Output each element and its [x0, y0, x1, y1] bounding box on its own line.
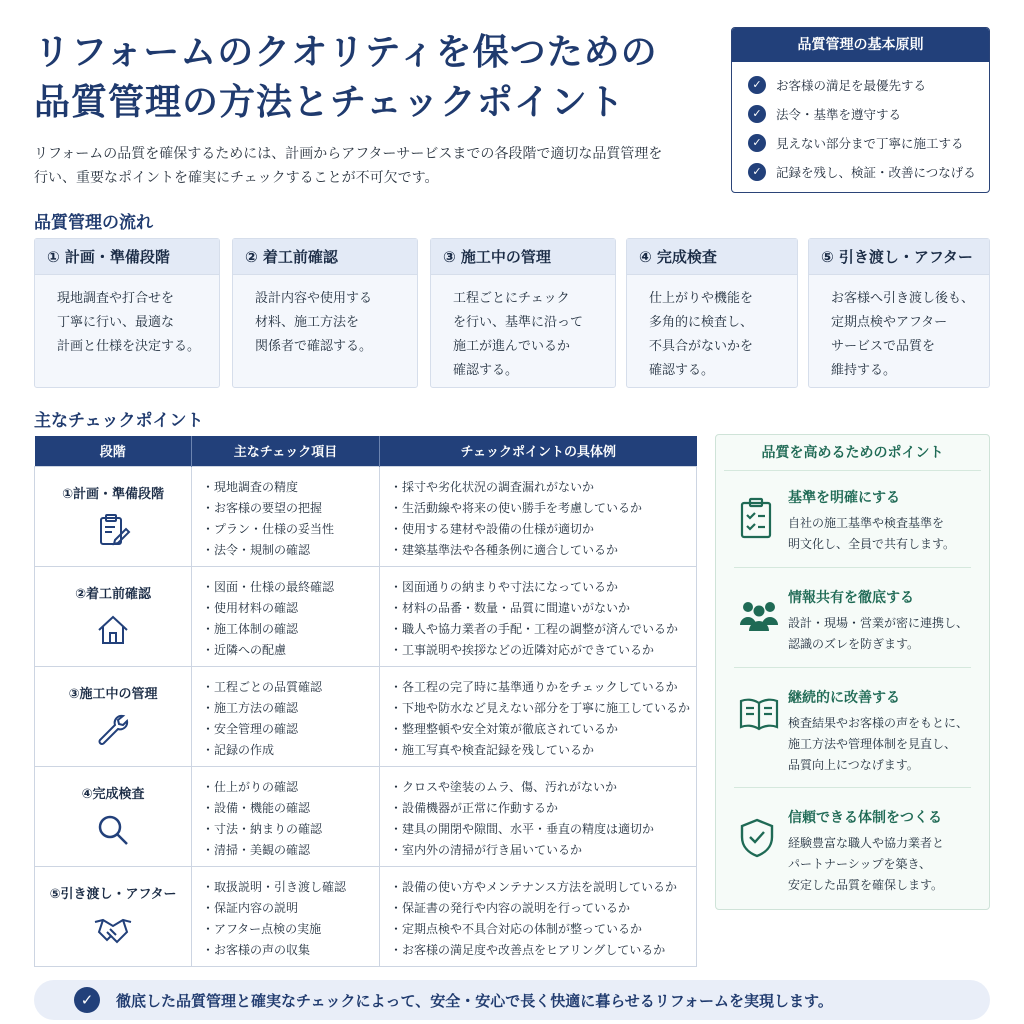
magnifier-icon	[95, 812, 131, 848]
footer-message: 徹底した品質管理と確実なチェックによって、安全・安心で長く快適に暮らせるリフォームを実現します。	[116, 992, 833, 1010]
examples-cell	[380, 866, 697, 966]
stage-label: ②着工前確認	[74, 586, 151, 602]
table-row	[35, 666, 697, 766]
list-item: ・ 材料の品番・数量・品質に間違いがないか	[402, 598, 696, 619]
list-item: ・ 法令・規制の確認	[214, 540, 379, 561]
handshake-icon	[93, 912, 133, 946]
tip-text	[788, 613, 984, 655]
flow-step-body	[431, 275, 615, 383]
list-item: ・ 室内外の清掃が行き届いているか	[402, 840, 696, 861]
lead-text	[34, 142, 714, 190]
footer-banner	[34, 980, 990, 1020]
list-item: ・ 使用する建材や設備の仕様が適切か	[402, 519, 696, 540]
tip-line: 安定した品質を確保します。	[788, 878, 944, 892]
flow-step-title: ① 計画・準備段階	[35, 239, 219, 275]
items-cell	[192, 666, 380, 766]
divider	[734, 787, 971, 788]
list-item: ・ 使用材料の確認	[214, 598, 379, 619]
flow-step-4	[626, 238, 798, 388]
list-item: ・ 施工体制の確認	[214, 619, 379, 640]
list-item: ・ お客様の満足度や改善点をヒアリングしているか	[402, 940, 696, 961]
tip-line: 施工方法や管理体制を見直し、	[788, 737, 957, 751]
flow-step-line: 関係者で確認する。	[255, 339, 373, 354]
list-item: ・ 下地や防水など見えない部分を丁寧に施工しているか	[402, 698, 696, 719]
flow-step-body	[35, 275, 219, 359]
check-circle-icon: ✓	[748, 76, 766, 94]
list-item: ・ 設備の使い方やメンテナンス方法を説明しているか	[402, 877, 696, 898]
list-item: ・ 職人や協力業者の手配・工程の調整が済んでいるか	[402, 619, 696, 640]
flow-step-line: 工程ごとにチェック	[453, 291, 570, 306]
tips-panel	[715, 434, 990, 910]
stage-cell	[35, 566, 192, 666]
list-item: ・ 図面・仕様の最終確認	[214, 577, 379, 598]
principle-label: 見えない部分まで丁寧に施工する	[776, 135, 964, 151]
checklist-icon	[738, 497, 774, 539]
flow-step-line: 維持する。	[831, 363, 897, 378]
table-row	[35, 466, 697, 566]
list-item: ・ 施工写真や検査記録を残しているか	[402, 740, 696, 761]
team-icon	[738, 597, 780, 633]
principle-item	[748, 128, 989, 157]
flow-step-line: 丁寧に行い、最適な	[57, 315, 175, 330]
list-item: ・ 保証内容の説明	[214, 898, 379, 919]
flow-step-body	[809, 275, 989, 383]
list-item: ・ お客様の声の収集	[214, 940, 379, 961]
check-circle-icon: ✓	[748, 134, 766, 152]
list-item: ・ 設備・機能の確認	[214, 798, 379, 819]
items-cell	[192, 466, 380, 566]
flow-step-line: を行い、基準に沿って	[453, 315, 584, 330]
list-item: ・ 近隣への配慮	[214, 640, 379, 661]
flow-steps	[34, 238, 990, 388]
table-row	[35, 766, 697, 866]
check-circle-icon: ✓	[748, 163, 766, 181]
flow-step-body	[233, 275, 417, 359]
column-header: チェックポイントの具体例	[380, 436, 697, 466]
tip-line: 設計・現場・営業が密に連携し、	[788, 616, 969, 630]
list-item: ・ 寸法・納まりの確認	[214, 819, 379, 840]
tip-item	[716, 479, 991, 577]
tip-line: パートナーシップを築き、	[788, 857, 932, 871]
flow-step-line: 設計内容や使用する	[255, 291, 373, 306]
list-item: ・ 仕上がりの確認	[214, 777, 379, 798]
flow-step-body	[627, 275, 797, 383]
list-item: ・ 保証書の発行や内容の説明を行っているか	[402, 898, 696, 919]
divider	[734, 567, 971, 568]
flow-step-line: 現地調査や打合せを	[57, 291, 175, 306]
list-item: ・ 整理整頓や安全対策が徹底されているか	[402, 719, 696, 740]
stage-cell	[35, 866, 192, 966]
house-icon	[95, 612, 131, 648]
flow-step-line: 確認する。	[453, 363, 519, 378]
stage-label: ③施工中の管理	[68, 686, 158, 702]
list-item: ・ 工程ごとの品質確認	[214, 677, 379, 698]
tip-line: 認識のズレを防ぎます。	[788, 637, 920, 651]
column-header: 主なチェック項目	[192, 436, 380, 466]
tip-title: 信頼できる体制をつくる	[788, 810, 942, 826]
list-item: ・ クロスや塗装のムラ、傷、汚れがないか	[402, 777, 696, 798]
flow-step-5	[808, 238, 990, 388]
flow-step-line: 多角的に検査し、	[649, 315, 754, 330]
column-header: 段階	[35, 436, 192, 466]
items-cell	[192, 566, 380, 666]
examples-cell	[380, 466, 697, 566]
items-cell	[192, 766, 380, 866]
list-item: ・ 定期点検や不具合対応の体制が整っているか	[402, 919, 696, 940]
stage-cell	[35, 766, 192, 866]
flow-step-title: ④ 完成検査	[627, 239, 797, 275]
table-row	[35, 566, 697, 666]
tip-item	[716, 679, 991, 777]
principles-title: 品質管理の基本原則	[732, 28, 989, 62]
list-item: ・ 建具の開閉や隙間、水平・垂直の精度は適切か	[402, 819, 696, 840]
list-item: ・ 設備機器が正常に作動するか	[402, 798, 696, 819]
tip-item	[716, 579, 991, 677]
list-item: ・ 採寸や劣化状況の調査漏れがないか	[402, 477, 696, 498]
stage-label: ⑤引き渡し・アフター	[49, 886, 177, 902]
tip-line: 検査結果やお客様の声をもとに、	[788, 716, 969, 730]
flow-step-title: ③ 施工中の管理	[431, 239, 615, 275]
lead-line-2: 行い、重要なポイントを確実にチェックすることが不可欠です。	[34, 170, 439, 186]
flow-step-line: サービスで品質を	[831, 339, 936, 354]
check-circle-icon: ✓	[748, 105, 766, 123]
items-cell	[192, 866, 380, 966]
tip-line: 品質向上につなげます。	[788, 758, 919, 772]
check-circle-icon: ✓	[74, 987, 100, 1013]
list-item: ・ 施工方法の確認	[214, 698, 379, 719]
principle-label: お客様の満足を最優先する	[776, 77, 927, 93]
flow-step-line: 材料、施工方法を	[255, 315, 360, 330]
stage-label: ④完成検査	[81, 786, 145, 802]
list-item: ・ 記録の作成	[214, 740, 379, 761]
flow-heading: 品質管理の流れ	[34, 213, 153, 233]
title-line-1: リフォームのクオリティを保つための	[34, 32, 658, 73]
list-item: ・ 清掃・美観の確認	[214, 840, 379, 861]
principles-box	[731, 27, 990, 193]
list-item: ・ 建築基準法や各種条例に適合しているか	[402, 540, 696, 561]
list-item: ・ プラン・仕様の妥当性	[214, 519, 379, 540]
flow-step-3	[430, 238, 616, 388]
stage-cell	[35, 466, 192, 566]
tip-line: 経験豊富な職人や協力業者と	[788, 836, 945, 850]
flow-step-line: 確認する。	[649, 363, 715, 378]
title-line-2: 品質管理の方法とチェックポイント	[34, 82, 625, 123]
checkpoints-heading: 主なチェックポイント	[34, 411, 204, 431]
shield-check-icon	[738, 817, 776, 859]
list-item: ・ 図面通りの納まりや寸法になっているか	[402, 577, 696, 598]
principle-item	[748, 70, 989, 99]
examples-cell	[380, 666, 697, 766]
list-item: ・ 取扱説明・引き渡し確認	[214, 877, 379, 898]
table-header-row	[35, 436, 697, 466]
tip-title: 継続的に改善する	[788, 690, 900, 706]
flow-step-line: お客様へ引き渡し後も、	[831, 291, 975, 306]
divider	[734, 667, 971, 668]
flow-step-line: 不具合がないかを	[649, 339, 754, 354]
lead-line-1: リフォームの品質を確保するためには、計画からアフターサービスまでの各段階で適切な品質管理を	[34, 146, 663, 162]
list-item: ・ アフター点検の実施	[214, 919, 379, 940]
tip-title: 基準を明確にする	[788, 490, 900, 506]
principle-label: 記録を残し、検証・改善につなげる	[776, 164, 976, 180]
wrench-icon	[95, 712, 131, 748]
principle-item	[748, 157, 989, 186]
tip-line: 明文化し、全員で共有します。	[788, 537, 956, 551]
principles-list	[732, 62, 989, 186]
list-item: ・ 現地調査の精度	[214, 477, 379, 498]
page-title	[34, 28, 714, 128]
flow-step-line: 定期点検やアフター	[831, 315, 948, 330]
list-item: ・ 工事説明や挨拶などの近隣対応ができているか	[402, 640, 696, 661]
list-item: ・ お客様の要望の把握	[214, 498, 379, 519]
stage-label: ①計画・準備段階	[61, 486, 164, 502]
tip-item	[716, 799, 991, 897]
stage-cell	[35, 666, 192, 766]
flow-step-2	[232, 238, 418, 388]
list-item: ・ 各工程の完了時に基準通りかをチェックしているか	[402, 677, 696, 698]
tip-text	[788, 713, 984, 776]
principle-item	[748, 99, 989, 128]
list-item: ・ 安全管理の確認	[214, 719, 379, 740]
table-row	[35, 866, 697, 966]
examples-cell	[380, 766, 697, 866]
flow-step-line: 計画と仕様を決定する。	[57, 339, 201, 354]
open-book-icon	[738, 697, 780, 731]
principle-label: 法令・基準を遵守する	[776, 106, 902, 122]
list-item: ・ 生活動線や将来の使い勝手を考慮しているか	[402, 498, 696, 519]
flow-step-title: ⑤ 引き渡し・アフター	[809, 239, 989, 275]
clipboard-edit-icon	[95, 512, 131, 548]
examples-cell	[380, 566, 697, 666]
tips-title: 品質を高めるためのポイント	[724, 435, 981, 471]
tip-text	[788, 513, 984, 555]
flow-step-1	[34, 238, 220, 388]
checkpoints-table	[34, 436, 697, 967]
flow-step-line: 仕上がりや機能を	[649, 291, 754, 306]
flow-step-line: 施工が進んでいるか	[453, 339, 571, 354]
tip-title: 情報共有を徹底する	[788, 590, 914, 606]
flow-step-title: ② 着工前確認	[233, 239, 417, 275]
tip-line: 自社の施工基準や検査基準を	[788, 516, 945, 530]
tip-text	[788, 833, 984, 896]
